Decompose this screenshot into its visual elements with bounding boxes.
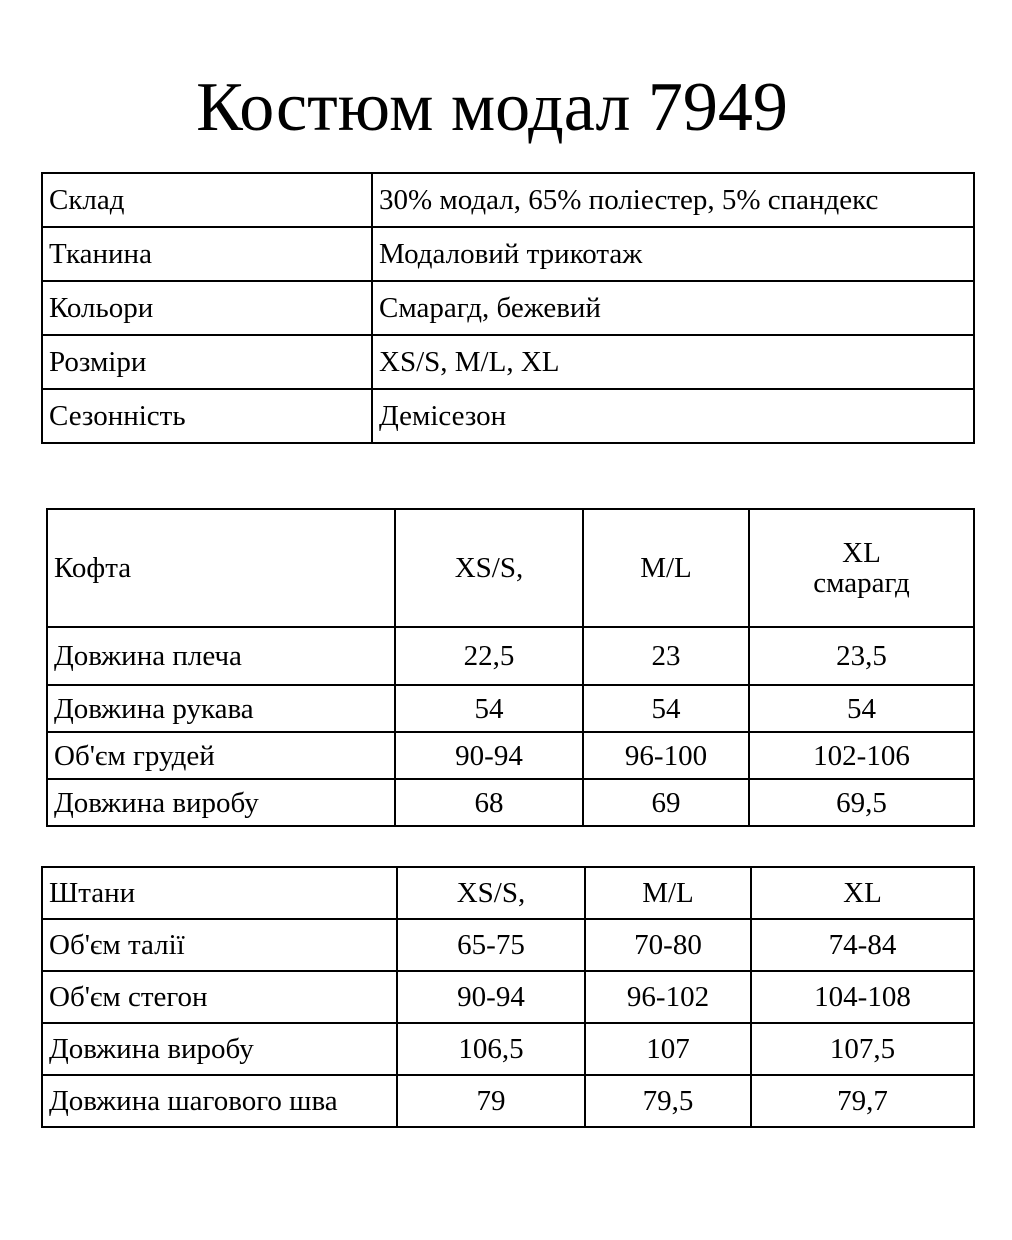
table-row [42,173,974,227]
table-row [47,732,974,779]
table-row [42,1023,974,1075]
table-header-row [42,867,974,919]
measure-value: 90-94 [395,732,583,779]
info-value: XS/S, M/L, XL [372,335,974,389]
color-label: смарагд [813,567,910,599]
info-value: Модаловий трикотаж [372,227,974,281]
measure-label: Довжина виробу [47,779,395,826]
measure-value: 68 [395,779,583,826]
measure-value: 79,7 [751,1075,974,1127]
info-label: Кольори [42,281,372,335]
measure-value: 54 [583,685,749,732]
measure-value: 54 [395,685,583,732]
measure-value: 65-75 [397,919,585,971]
header-cell: Штани [42,867,397,919]
measure-value: 102-106 [749,732,974,779]
measure-value: 69,5 [749,779,974,826]
table-header-row [47,509,974,627]
measure-value: 74-84 [751,919,974,971]
table-row [42,919,974,971]
size-label: XL [842,537,881,569]
table-row [47,627,974,685]
measure-label: Об'єм грудей [47,732,395,779]
measure-value: 79,5 [585,1075,751,1127]
measure-value: 106,5 [397,1023,585,1075]
measure-value: 90-94 [397,971,585,1023]
table-row [47,779,974,826]
page-title: Костюм модал 7949 [196,69,788,146]
measure-value: 23 [583,627,749,685]
product-info-table [41,172,975,444]
header-cell: XS/S, [395,509,583,627]
table-row [42,389,974,443]
measure-label: Об'єм талії [42,919,397,971]
measure-value: 96-102 [585,971,751,1023]
measure-label: Об'єм стегон [42,971,397,1023]
header-cell: XS/S, [397,867,585,919]
info-label: Розміри [42,335,372,389]
table-row [42,971,974,1023]
pants-size-table [41,866,975,1128]
table-row [47,685,974,732]
info-label: Склад [42,173,372,227]
measure-value: 107,5 [751,1023,974,1075]
header-cell: M/L [583,509,749,627]
measure-label: Довжина виробу [42,1023,397,1075]
info-label: Тканина [42,227,372,281]
measure-value: 70-80 [585,919,751,971]
table-row [42,281,974,335]
top-size-table [46,508,975,827]
info-label: Сезонність [42,389,372,443]
measure-value: 79 [397,1075,585,1127]
measure-label: Довжина шагового шва [42,1075,397,1127]
header-cell: XL [751,867,974,919]
measure-value: 104-108 [751,971,974,1023]
info-value: 30% модал, 65% поліестер, 5% спандекс [372,173,974,227]
measure-value: 22,5 [395,627,583,685]
header-cell [749,509,974,627]
measure-label: Довжина плеча [47,627,395,685]
measure-label: Довжина рукава [47,685,395,732]
measure-value: 107 [585,1023,751,1075]
table-row [42,1075,974,1127]
header-cell: Кофта [47,509,395,627]
header-cell: M/L [585,867,751,919]
info-value: Демісезон [372,389,974,443]
measure-value: 69 [583,779,749,826]
info-value: Смарагд, бежевий [372,281,974,335]
table-row [42,227,974,281]
table-row [42,335,974,389]
measure-value: 96-100 [583,732,749,779]
measure-value: 54 [749,685,974,732]
measure-value: 23,5 [749,627,974,685]
